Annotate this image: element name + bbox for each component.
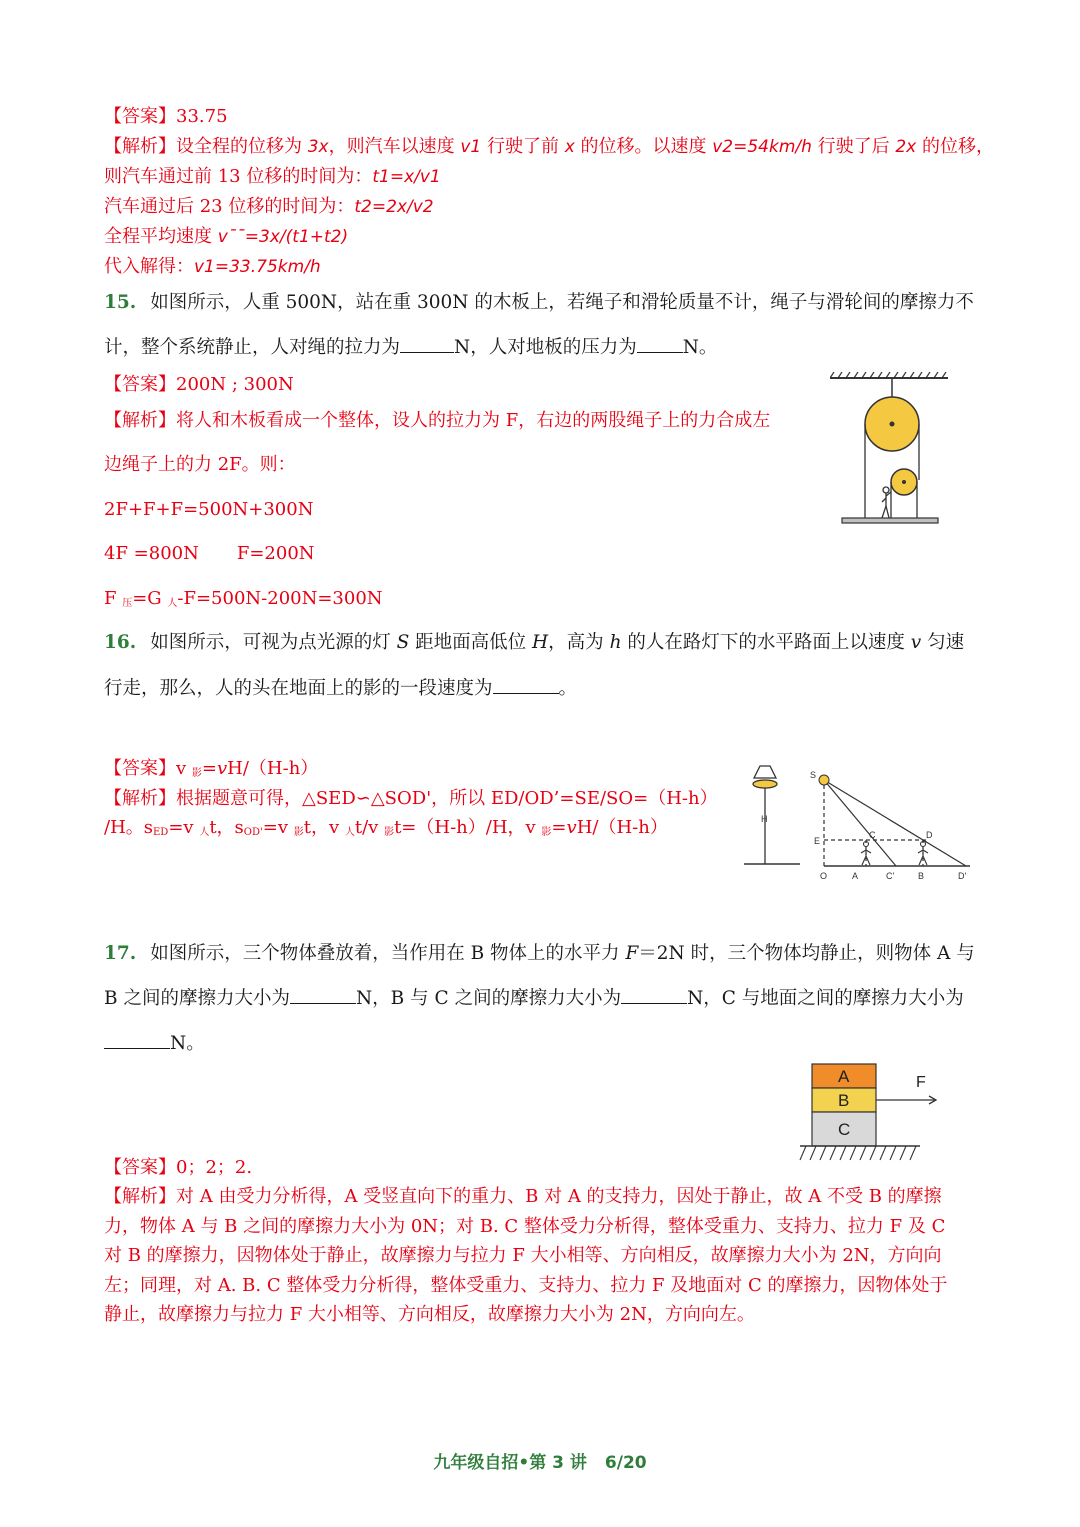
- q16-analysis-line-1: 【解析】根据题意可得，△SED∽△SOD'，所以 ED/OD’=SE/SO=（H-h）: [104, 788, 718, 809]
- q17-blank-3[interactable]: [104, 1030, 170, 1049]
- q17-analysis-line-4: 左；同理，对 A. B. C 整体受力分析得，整体受重力、支持力、拉力 F 及地面对 C 的摩擦力，因物体处于: [104, 1275, 948, 1296]
- q17-answer: 【答案】0；2；2.: [104, 1157, 253, 1178]
- q15-answer: 【答案】200N ; 300N: [104, 374, 294, 395]
- wooden-board: [842, 518, 938, 523]
- q16-shadow-figure: [806, 768, 974, 884]
- person-icon: [882, 487, 891, 518]
- q15-stem-line-2: 计，整个系统静止，人对绳的拉力为 N，人对地板的压力为 N。: [104, 334, 717, 361]
- q17-blank-1[interactable]: [290, 985, 356, 1004]
- q14-analysis-line-2: 则汽车通过前 13 位移的时间为：t1=x/v1: [104, 166, 441, 187]
- q15-blank-1[interactable]: [400, 334, 454, 353]
- label-o: O: [820, 871, 828, 881]
- label-s: S: [810, 770, 817, 780]
- q16-blank[interactable]: [493, 675, 559, 694]
- q16-number: 16.: [104, 632, 137, 653]
- label-c-prime: C': [886, 871, 895, 881]
- q17-stem-line-1: 17. 如图所示，三个物体叠放着，当作用在 B 物体上的水平力 F＝2N 时，三个物体均静止，则物体 A 与: [104, 943, 975, 964]
- block-a-label: A: [838, 1067, 850, 1086]
- q15-pulley-figure: [830, 372, 955, 532]
- q16-answer: 【答案】v $_影$=vH/（H-h）: [104, 758, 319, 779]
- q15-number: 15.: [104, 292, 137, 313]
- page-number: 6/20: [604, 1453, 647, 1473]
- q17-stem-line-2: B 之间的摩擦力大小为 N，B 与 C 之间的摩擦力大小为 N，C 与地面之间的摩擦力大小为: [104, 985, 964, 1012]
- q17-stacked-blocks-figure: [796, 1062, 946, 1166]
- page-footer: [0, 1448, 1080, 1473]
- q15-stem-line-1: 15. 如图所示，人重 500N，站在重 300N 的木板上，若绳子和滑轮质量不计，绳子与滑轮间的摩擦力不: [104, 292, 974, 313]
- label-e: E: [814, 836, 821, 846]
- footer-title: 九年级自招•第 3 讲: [433, 1453, 587, 1473]
- label-a: A: [852, 871, 859, 881]
- q14-analysis-line-5: 代入解得：v1=33.75km/h: [104, 256, 321, 277]
- q14-analysis-line-4: 全程平均速度 v¯¯=3x/(t1+t2): [104, 226, 349, 247]
- q15-analysis-line-5: F $_压$=G $_人$-F=500N-200N=300N: [104, 588, 383, 609]
- q17-number: 17.: [104, 943, 137, 964]
- block-c-label: C: [838, 1120, 851, 1139]
- light-source-s: [819, 775, 829, 785]
- label-d: D: [926, 830, 933, 840]
- block-b-label: B: [838, 1091, 850, 1110]
- q14-analysis-line-3: 汽车通过后 23 位移的时间为：t2=2x/v2: [104, 196, 434, 217]
- person-at-a-icon: [861, 842, 871, 866]
- q16-analysis-line-2: /H。$s_{ED}=v$ $_人$t，$s_{OD'}=v$ $_影$t，v $_人$t/v $_影$t=（H-h）/H，v $_影$=vH/（H-h）: [104, 817, 668, 838]
- q17-analysis-line-2: 力，物体 A 与 B 之间的摩擦力大小为 0N；对 B. C 整体受力分析得，整体受重力、支持力、拉力 F 及 C: [104, 1216, 946, 1237]
- q15-analysis-line-2: 边绳子上的力 2F。则：: [104, 454, 296, 475]
- label-b: B: [918, 871, 925, 881]
- ground: [800, 1146, 920, 1160]
- q16-stem-line-1: 16. 如图所示，可视为点光源的灯 S 距地面高低位 H，高为 h 的人在路灯下的水平路面上以速度 v 匀速: [104, 632, 965, 653]
- lamp-label-h: H: [761, 814, 768, 824]
- q17-stem-line-3: N。: [104, 1030, 205, 1057]
- person-at-b-icon: [918, 842, 928, 866]
- label-d-prime: D': [958, 871, 967, 881]
- ceiling: [830, 372, 948, 378]
- q17-analysis-line-5: 静止，故摩擦力与拉力 F 大小相等、方向相反，故摩擦力大小为 2N，方向向左。: [104, 1304, 755, 1325]
- streetlamp-icon: [744, 766, 800, 864]
- q14-answer: 【答案】33.75: [104, 106, 228, 127]
- q14-analysis-line-1: 【解析】设全程的位移为 3x，则汽车以速度 v1 行驶了前 x 的位移。以速度 v2=54km/h 行驶了后 2x 的位移，: [104, 136, 994, 157]
- q17-analysis-line-1: 【解析】对 A 由受力分析得，A 受竖直向下的重力、B 对 A 的支持力，因处于静止，故 A 不受 B 的摩擦: [104, 1186, 942, 1207]
- q15-analysis-line-4: 4F =800N F=200N: [104, 543, 315, 564]
- q17-blank-2[interactable]: [621, 985, 687, 1004]
- force-label: F: [916, 1074, 926, 1091]
- q17-analysis-line-3: 对 B 的摩擦力，因物体处于静止，故摩擦力与拉力 F 大小相等、方向相反，故摩擦力大小为 2N，方向向: [104, 1245, 942, 1266]
- q16-stem-line-2: 行走，那么，人的头在地面上的影的一段速度为 。: [104, 675, 577, 702]
- q15-analysis-line-1: 【解析】将人和木板看成一个整体，设人的拉力为 F，右边的两股绳子上的力合成左: [104, 410, 771, 431]
- q15-analysis-line-3: 2F+F+F=500N+300N: [104, 499, 314, 520]
- label-c: C: [869, 830, 876, 840]
- q15-blank-2[interactable]: [637, 334, 683, 353]
